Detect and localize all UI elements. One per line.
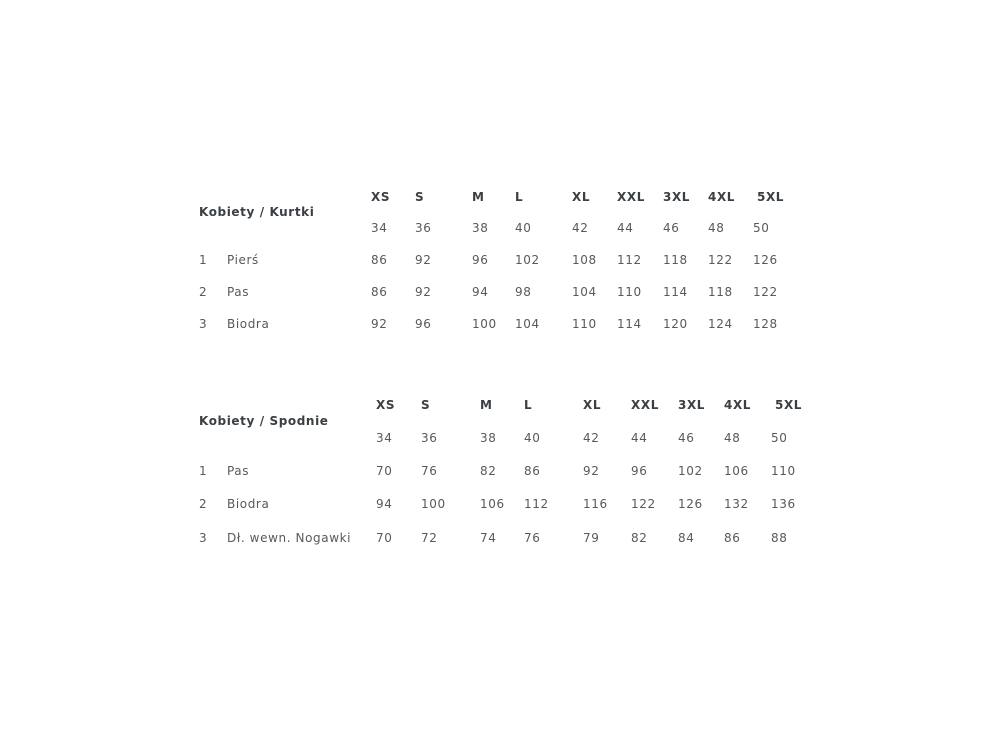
eu-size: 44 bbox=[617, 221, 634, 235]
row-number: 1 bbox=[199, 253, 208, 267]
table-cell: 74 bbox=[480, 531, 497, 545]
table-cell: 100 bbox=[472, 317, 497, 331]
size-header: XS bbox=[371, 190, 391, 204]
table-cell: 126 bbox=[753, 253, 778, 267]
table-cell: 100 bbox=[421, 497, 446, 511]
table-cell: 70 bbox=[376, 531, 393, 545]
row-label: Biodra bbox=[227, 497, 270, 511]
table-cell: 96 bbox=[631, 464, 648, 478]
table-cell: 82 bbox=[480, 464, 497, 478]
table-cell: 112 bbox=[617, 253, 642, 267]
size-header: S bbox=[415, 190, 425, 204]
table-cell: 110 bbox=[572, 317, 597, 331]
table-cell: 114 bbox=[617, 317, 642, 331]
eu-size: 34 bbox=[371, 221, 388, 235]
table-cell: 136 bbox=[771, 497, 796, 511]
table-cell: 96 bbox=[472, 253, 489, 267]
table-cell: 92 bbox=[415, 253, 432, 267]
table-cell: 118 bbox=[708, 285, 733, 299]
eu-size: 40 bbox=[524, 431, 541, 445]
row-number: 1 bbox=[199, 464, 208, 478]
size-header: 3XL bbox=[663, 190, 691, 204]
table-cell: 122 bbox=[708, 253, 733, 267]
eu-size: 36 bbox=[421, 431, 438, 445]
table-cell: 114 bbox=[663, 285, 688, 299]
table-cell: 72 bbox=[421, 531, 438, 545]
table-cell: 128 bbox=[753, 317, 778, 331]
size-header: 4XL bbox=[724, 398, 752, 412]
eu-size: 46 bbox=[663, 221, 680, 235]
size-header: M bbox=[480, 398, 493, 412]
table-cell: 94 bbox=[376, 497, 393, 511]
size-header: 5XL bbox=[775, 398, 803, 412]
size-header: XXL bbox=[631, 398, 659, 412]
size-header: L bbox=[515, 190, 524, 204]
table-cell: 92 bbox=[583, 464, 600, 478]
table-cell: 86 bbox=[371, 285, 388, 299]
table-cell: 82 bbox=[631, 531, 648, 545]
table-cell: 126 bbox=[678, 497, 703, 511]
eu-size: 44 bbox=[631, 431, 648, 445]
size-header: 5XL bbox=[757, 190, 785, 204]
row-number: 3 bbox=[199, 317, 208, 331]
table-cell: 84 bbox=[678, 531, 695, 545]
table-cell: 108 bbox=[572, 253, 597, 267]
table-cell: 70 bbox=[376, 464, 393, 478]
table-cell: 86 bbox=[524, 464, 541, 478]
eu-size: 38 bbox=[480, 431, 497, 445]
eu-size: 40 bbox=[515, 221, 532, 235]
table-cell: 102 bbox=[515, 253, 540, 267]
table-cell: 120 bbox=[663, 317, 688, 331]
table-cell: 92 bbox=[415, 285, 432, 299]
size-header: XS bbox=[376, 398, 396, 412]
row-number: 2 bbox=[199, 285, 208, 299]
row-label: Pas bbox=[227, 464, 250, 478]
table-cell: 106 bbox=[480, 497, 505, 511]
table-cell: 86 bbox=[371, 253, 388, 267]
size-header: S bbox=[421, 398, 431, 412]
eu-size: 50 bbox=[771, 431, 788, 445]
eu-size: 42 bbox=[572, 221, 589, 235]
size-header: 4XL bbox=[708, 190, 736, 204]
row-number: 2 bbox=[199, 497, 208, 511]
table-cell: 94 bbox=[472, 285, 489, 299]
eu-size: 34 bbox=[376, 431, 393, 445]
eu-size: 38 bbox=[472, 221, 489, 235]
table-cell: 122 bbox=[631, 497, 656, 511]
table-cell: 124 bbox=[708, 317, 733, 331]
table-cell: 102 bbox=[678, 464, 703, 478]
table-cell: 98 bbox=[515, 285, 532, 299]
table-cell: 112 bbox=[524, 497, 549, 511]
row-number: 3 bbox=[199, 531, 208, 545]
size-header: XXL bbox=[617, 190, 645, 204]
eu-size: 50 bbox=[753, 221, 770, 235]
table-cell: 110 bbox=[617, 285, 642, 299]
table-cell: 88 bbox=[771, 531, 788, 545]
eu-size: 48 bbox=[724, 431, 741, 445]
table-cell: 116 bbox=[583, 497, 608, 511]
table-cell: 76 bbox=[421, 464, 438, 478]
size-header: 3XL bbox=[678, 398, 706, 412]
table-cell: 122 bbox=[753, 285, 778, 299]
size-header: XL bbox=[572, 190, 591, 204]
row-label: Dł. wewn. Nogawki bbox=[227, 531, 352, 545]
table-title: Kobiety / Kurtki bbox=[199, 205, 315, 219]
table-title: Kobiety / Spodnie bbox=[199, 414, 329, 428]
size-header: M bbox=[472, 190, 485, 204]
size-header: XL bbox=[583, 398, 602, 412]
size-header: L bbox=[524, 398, 533, 412]
table-cell: 96 bbox=[415, 317, 432, 331]
table-cell: 110 bbox=[771, 464, 796, 478]
table-cell: 106 bbox=[724, 464, 749, 478]
row-label: Pierś bbox=[227, 253, 259, 267]
row-label: Pas bbox=[227, 285, 250, 299]
table-cell: 86 bbox=[724, 531, 741, 545]
table-cell: 118 bbox=[663, 253, 688, 267]
eu-size: 42 bbox=[583, 431, 600, 445]
eu-size: 48 bbox=[708, 221, 725, 235]
eu-size: 36 bbox=[415, 221, 432, 235]
row-label: Biodra bbox=[227, 317, 270, 331]
table-cell: 92 bbox=[371, 317, 388, 331]
table-cell: 79 bbox=[583, 531, 600, 545]
table-cell: 76 bbox=[524, 531, 541, 545]
eu-size: 46 bbox=[678, 431, 695, 445]
table-cell: 104 bbox=[515, 317, 540, 331]
table-cell: 132 bbox=[724, 497, 749, 511]
table-cell: 104 bbox=[572, 285, 597, 299]
